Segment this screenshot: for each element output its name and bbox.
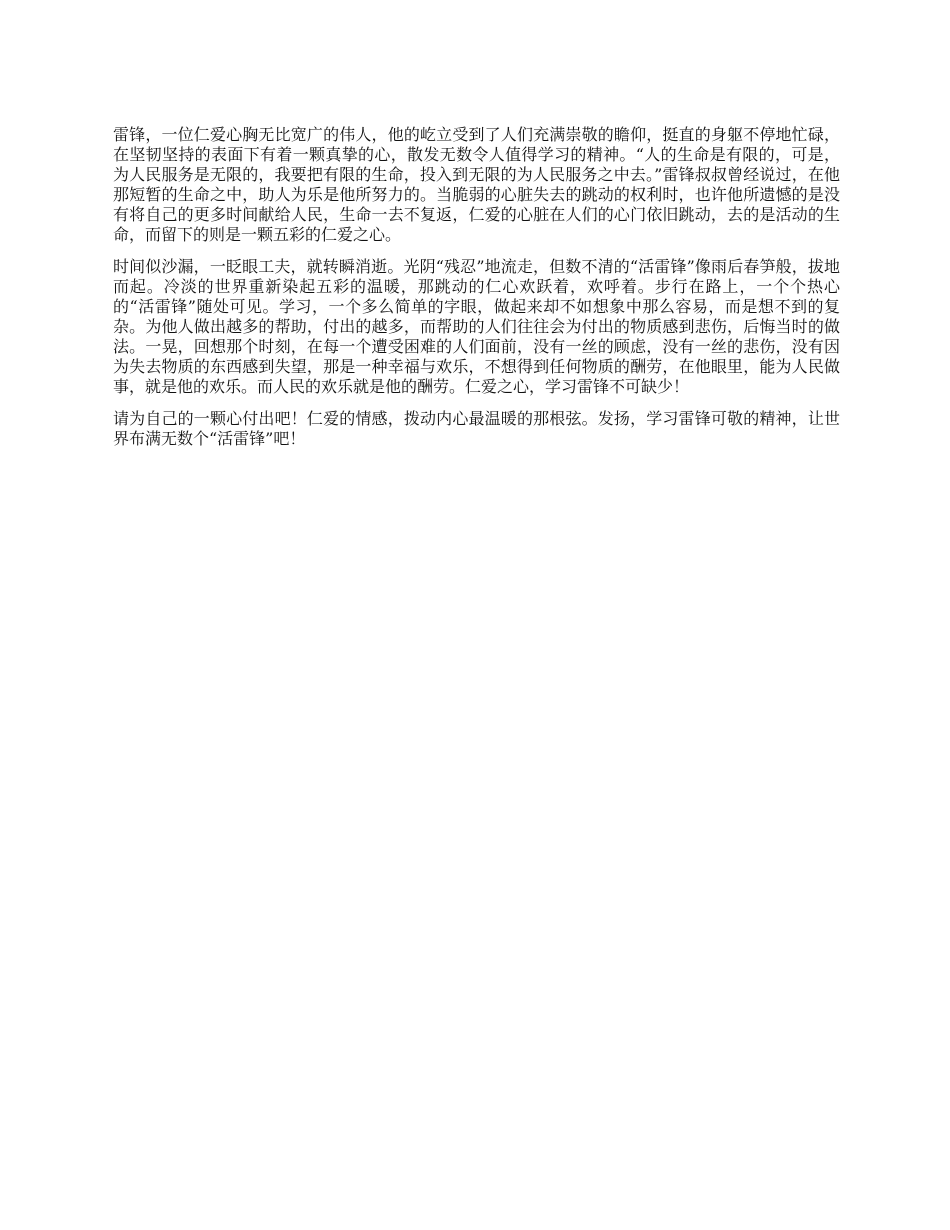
paragraph-1: 雷锋，一位仁爱心胸无比宽广的伟人，他的屹立受到了人们充满崇敬的瞻仰，挺直的身躯不停地忙碌，在坚韧坚持的表面下有着一颗真挚的心，散发无数令人值得学习的精神。“人的生命是有限的，可是，为人民服务是无限的，我要把有限的生命，投入到无限的为人民服务之中去。”雷锋叔叔曾经说过，在他那短暂的生命之中，助人为乐是他所努力的。当脆弱的心脏失去的跳动的权利时，也许他所遗憾的是没有将自己的更多时间献给人民，生命一去不复返，仁爱的心脏在人们的心门依旧跳动，去的是活动的生命，而留下的则是一颗五彩的仁爱之心。 bbox=[113, 125, 840, 244]
paragraph-2: 时间似沙漏，一眨眼工夫，就转瞬消逝。光阴“残忍”地流走，但数不清的“活雷锋”像雨后春笋般，拔地而起。冷淡的世界重新染起五彩的温暖，那跳动的仁心欢跃着，欢呼着。步行在路上，一个个热心的“活雷锋”随处可见。学习，一个多么简单的字眼，做起来却不如想象中那么容易，而是想不到的复杂。为他人做出越多的帮助，付出的越多，而帮助的人们往往会为付出的物质感到悲伤，后悔当时的做法。一晃，回想那个时刻，在每一个遭受困难的人们面前，没有一丝的顾虑，没有一丝的悲伤，没有因为失去物质的东西感到失望，那是一种幸福与欢乐，不想得到任何物质的酬劳，在他眼里，能为人民做事，就是他的欢乐。而人民的欢乐就是他的酬劳。仁爱之心，学习雷锋不可缺少！ bbox=[113, 257, 840, 396]
document-page bbox=[113, 125, 840, 461]
paragraph-3: 请为自己的一颗心付出吧！仁爱的情感，拨动内心最温暖的那根弦。发扬，学习雷锋可敬的精神，让世界布满无数个“活雷锋”吧！ bbox=[113, 409, 840, 448]
